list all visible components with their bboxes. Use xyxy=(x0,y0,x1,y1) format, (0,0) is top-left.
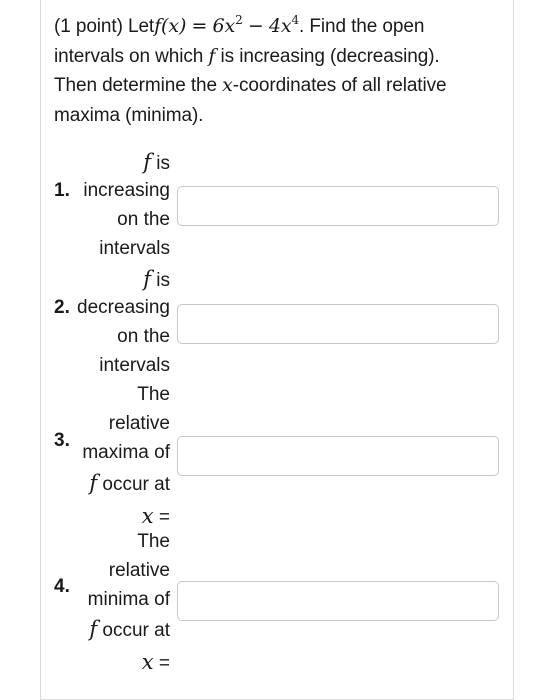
q3-line-4 xyxy=(40,471,170,496)
q1-line-1-text: is xyxy=(151,153,170,174)
q4-line-5-variable: x xyxy=(141,650,154,674)
term-2: 4x xyxy=(268,15,292,37)
q4-line-4-variable: f xyxy=(89,617,98,641)
line-3-x: x xyxy=(222,74,233,96)
q3-line-5-text: = xyxy=(153,507,170,528)
q2-number: 2. xyxy=(54,297,70,318)
q2-answer-input[interactable] xyxy=(177,304,499,344)
q1-line-3: on the xyxy=(117,209,170,230)
equals-sign: = xyxy=(191,15,208,37)
q4-line-3: minima of xyxy=(87,589,170,610)
q3-line-5 xyxy=(40,504,170,529)
line-2-b: is increasing (decreasing). xyxy=(220,45,440,67)
q4-line-4 xyxy=(40,617,170,642)
sentence-1-end: . Find the open xyxy=(299,16,425,37)
q2-line-4: intervals xyxy=(99,355,170,376)
q1-line-4: intervals xyxy=(99,238,170,259)
q4-answer-input[interactable] xyxy=(177,581,499,621)
minus-sign: − xyxy=(247,15,264,37)
q4-line-4-text: occur at xyxy=(97,620,170,641)
let-word: Let xyxy=(128,16,155,37)
q3-answer-input[interactable] xyxy=(177,436,499,476)
q2-line-1-text: is xyxy=(151,270,170,291)
q3-line-1: The xyxy=(137,384,170,405)
q3-line-2: relative xyxy=(108,413,170,434)
q1-line-1-variable: f xyxy=(143,150,151,174)
q3-line-5-variable: x xyxy=(141,504,154,528)
points-label: (1 point) xyxy=(54,16,123,37)
q1-answer-input[interactable] xyxy=(177,186,499,226)
q4-line-1: The xyxy=(137,531,170,552)
q3-line-4-variable: f xyxy=(89,471,98,495)
q4-line-5-text: = xyxy=(153,653,170,674)
q4-number: 4. xyxy=(54,576,70,597)
q3-number: 3. xyxy=(54,430,70,451)
q2-line-2: decreasing xyxy=(77,297,170,318)
function-lhs: f(x) xyxy=(154,15,187,37)
problem-statement xyxy=(54,12,494,130)
q2-line-3: on the xyxy=(117,326,170,347)
q3-line-4-text: occur at xyxy=(97,474,170,495)
q2-line-1 xyxy=(40,267,170,292)
line-3-b: -coordinates of all relative xyxy=(232,75,447,96)
q4-line-2: relative xyxy=(108,560,170,581)
term-1: 6x xyxy=(212,15,236,37)
line-4: maxima (minima). xyxy=(54,104,204,126)
q4-line-5 xyxy=(40,650,170,675)
exponent-2: 4 xyxy=(291,13,300,27)
line-3-a: Then determine the xyxy=(54,75,217,96)
q2-line-1-variable: f xyxy=(143,267,151,291)
q3-line-3: maxima of xyxy=(82,442,170,463)
line-2-f: f xyxy=(208,44,216,67)
q1-number: 1. xyxy=(54,180,70,201)
q1-line-2: increasing xyxy=(83,180,170,201)
line-2-a: intervals on which xyxy=(54,45,204,67)
exponent-1: 2 xyxy=(235,13,243,27)
q1-line-1 xyxy=(40,150,170,175)
